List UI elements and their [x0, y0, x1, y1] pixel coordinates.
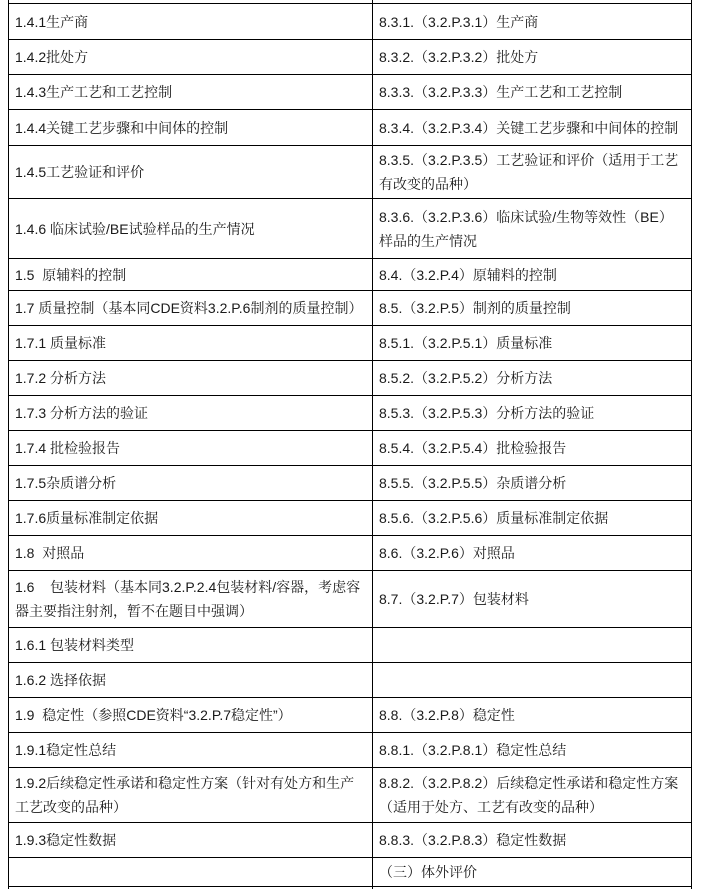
- table-row: [9, 823, 692, 858]
- table-row: [9, 466, 692, 501]
- left-cell: 1.5 原辅料的控制: [9, 259, 373, 291]
- table-row: [9, 259, 692, 291]
- right-cell: 8.8.1.（3.2.P.8.1）稳定性总结: [373, 733, 692, 768]
- right-cell: 8.8.2.（3.2.P.8.2）后续稳定性承诺和稳定性方案（适用于处方、工艺有改变的品种）: [373, 768, 692, 823]
- left-cell: 1.4.6 临床试验/BE试验样品的生产情况: [9, 199, 373, 259]
- right-cell: 8.5.1.（3.2.P.5.1）质量标准: [373, 326, 692, 361]
- mapping-table: [8, 0, 692, 889]
- table-row: [9, 361, 692, 396]
- right-cell: 8.3.1.（3.2.P.3.1）生产商: [373, 4, 692, 40]
- left-cell: 1.9.2后续稳定性承诺和稳定性方案（针对有处方和生产工艺改变的品种）: [9, 768, 373, 823]
- left-cell: 1.4.4关键工艺步骤和中间体的控制: [9, 110, 373, 146]
- table-row: [9, 663, 692, 698]
- left-cell: [9, 858, 373, 887]
- table-row: [9, 571, 692, 628]
- right-cell: 8.5.6.（3.2.P.5.6）质量标准制定依据: [373, 501, 692, 536]
- left-cell: 1.6 包装材料（基本同3.2.P.2.4包装材料/容器，考虑容器主要指注射剂，暂不在题目中强调）: [9, 571, 373, 628]
- table-row: [9, 396, 692, 431]
- left-cell: 1.7.5杂质谱分析: [9, 466, 373, 501]
- right-cell: 8.3.6.（3.2.P.3.6）临床试验/生物等效性（BE）样品的生产情况: [373, 199, 692, 259]
- right-cell: 8.5.4.（3.2.P.5.4）批检验报告: [373, 431, 692, 466]
- table-row: [9, 431, 692, 466]
- right-cell: 8.5.（3.2.P.5）制剂的质量控制: [373, 291, 692, 326]
- left-cell: 1.8 对照品: [9, 536, 373, 571]
- left-cell: 1.9.1稳定性总结: [9, 733, 373, 768]
- left-cell: 1.6.1 包装材料类型: [9, 628, 373, 663]
- right-cell: 8.5.3.（3.2.P.5.3）分析方法的验证: [373, 396, 692, 431]
- right-cell: [373, 628, 692, 663]
- right-cell: 8.5.5.（3.2.P.5.5）杂质谱分析: [373, 466, 692, 501]
- left-cell: 1.9.3稳定性数据: [9, 823, 373, 858]
- left-cell: 1.7.2 分析方法: [9, 361, 373, 396]
- left-cell: 1.4.5工艺验证和评价: [9, 146, 373, 199]
- right-cell: 8.8.3.（3.2.P.8.3）稳定性数据: [373, 823, 692, 858]
- right-cell: 8.4.（3.2.P.4）原辅料的控制: [373, 259, 692, 291]
- table-row: [9, 4, 692, 40]
- left-cell: 1.7.3 分析方法的验证: [9, 396, 373, 431]
- table-row: [9, 326, 692, 361]
- right-cell: 8.5.2.（3.2.P.5.2）分析方法: [373, 361, 692, 396]
- table-row: [9, 146, 692, 199]
- table-row: [9, 536, 692, 571]
- table-row: [9, 733, 692, 768]
- table-row: [9, 858, 692, 887]
- table-row: [9, 628, 692, 663]
- left-cell: 1.7.4 批检验报告: [9, 431, 373, 466]
- right-cell: [373, 663, 692, 698]
- table-row: [9, 110, 692, 146]
- table-row: [9, 291, 692, 326]
- right-cell: 8.3.2.（3.2.P.3.2）批处方: [373, 40, 692, 75]
- table-row: [9, 75, 692, 110]
- right-cell: 8.3.5.（3.2.P.3.5）工艺验证和评价（适用于工艺有改变的品种）: [373, 146, 692, 199]
- right-cell: 8.3.4.（3.2.P.3.4）关键工艺步骤和中间体的控制: [373, 110, 692, 146]
- table-row: [9, 501, 692, 536]
- table-row: [9, 698, 692, 733]
- table-row: [9, 40, 692, 75]
- right-cell: （三）体外评价: [373, 858, 692, 887]
- left-cell: 1.7 质量控制（基本同CDE资料3.2.P.6制剂的质量控制）: [9, 291, 373, 326]
- left-cell: 1.4.1生产商: [9, 4, 373, 40]
- right-cell: 8.6.（3.2.P.6）对照品: [373, 536, 692, 571]
- left-cell: 1.7.6质量标准制定依据: [9, 501, 373, 536]
- right-cell: 8.3.3.（3.2.P.3.3）生产工艺和工艺控制: [373, 75, 692, 110]
- right-cell: 8.7.（3.2.P.7）包装材料: [373, 571, 692, 628]
- left-cell: 1.7.1 质量标准: [9, 326, 373, 361]
- left-cell: 1.4.2批处方: [9, 40, 373, 75]
- left-cell: 1.4.3生产工艺和工艺控制: [9, 75, 373, 110]
- left-cell: 1.6.2 选择依据: [9, 663, 373, 698]
- table-row: [9, 768, 692, 823]
- left-cell: 1.9 稳定性（参照CDE资料“3.2.P.7稳定性”）: [9, 698, 373, 733]
- table-row: [9, 199, 692, 259]
- right-cell: 8.8.（3.2.P.8）稳定性: [373, 698, 692, 733]
